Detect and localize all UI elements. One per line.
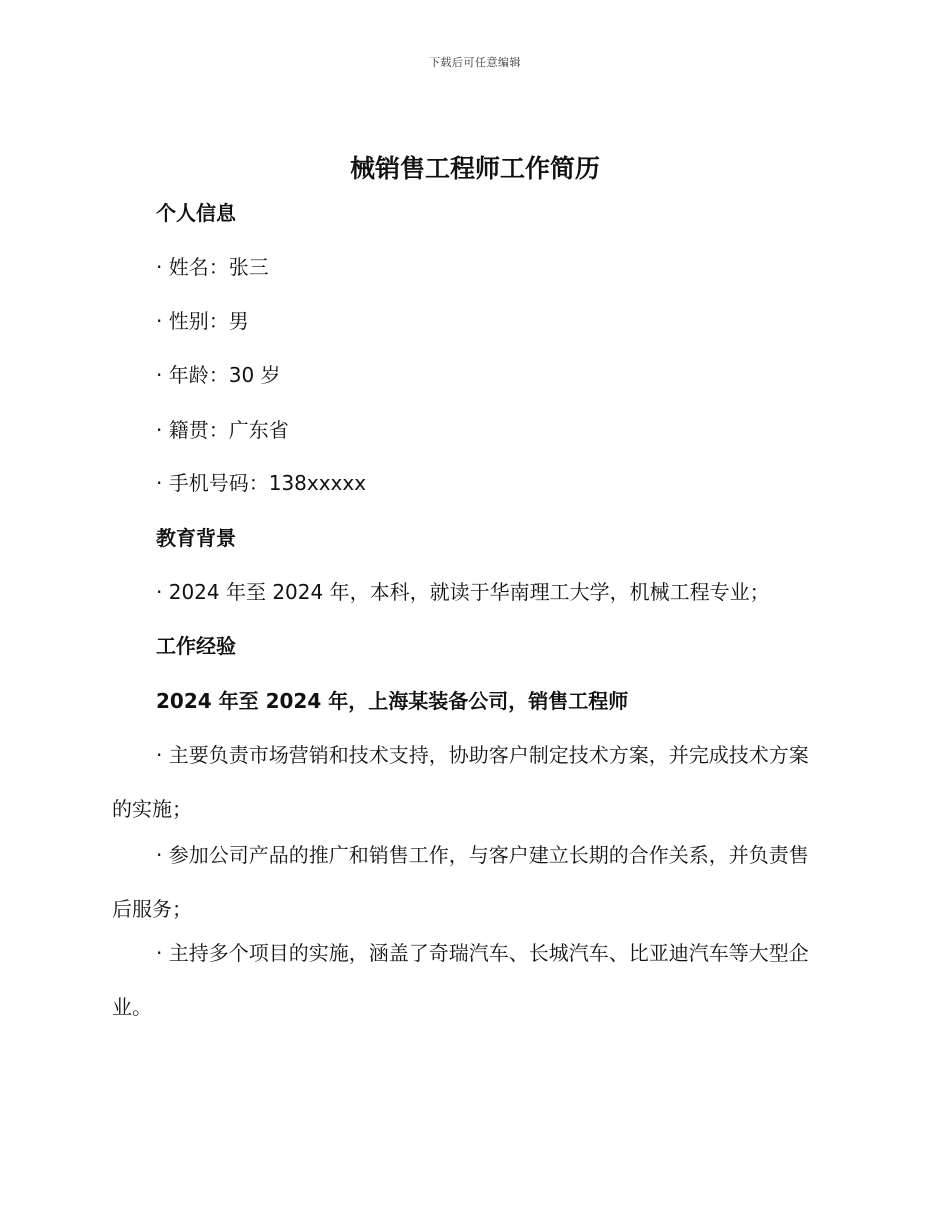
duty-paragraph: · 主持多个项目的实施，涵盖了奇瑞汽车、长城汽车、比亚迪汽车等大型企业。: [112, 941, 809, 1019]
info-item-phone: · 手机号码：138xxxxx: [156, 471, 367, 495]
info-item-age: · 年龄：30 岁: [156, 363, 281, 387]
education-item: · 2024 年至 2024 年，本科，就读于华南理工大学，机械工程专业；: [156, 580, 770, 604]
info-item-hometown: · 籍贯：广东省: [156, 418, 289, 442]
job-title-line: 2024 年至 2024 年，上海某装备公司，销售工程师: [156, 689, 629, 713]
section-heading-personal-info: 个人信息: [156, 201, 236, 225]
info-item-gender: · 性别：男: [156, 309, 249, 333]
section-heading-education: 教育背景: [156, 526, 236, 550]
section-heading-work-experience: 工作经验: [156, 634, 236, 658]
page-header-note: 下载后可任意编辑: [429, 56, 521, 69]
info-item-name: · 姓名：张三: [156, 255, 269, 279]
duty-paragraph: · 参加公司产品的推广和销售工作，与客户建立长期的合作关系，并负责售后服务；: [112, 843, 809, 921]
duty-paragraph: · 主要负责市场营销和技术支持，协助客户制定技术方案，并完成技术方案的实施；: [112, 743, 809, 821]
document-title: 械销售工程师工作简历: [349, 154, 600, 183]
